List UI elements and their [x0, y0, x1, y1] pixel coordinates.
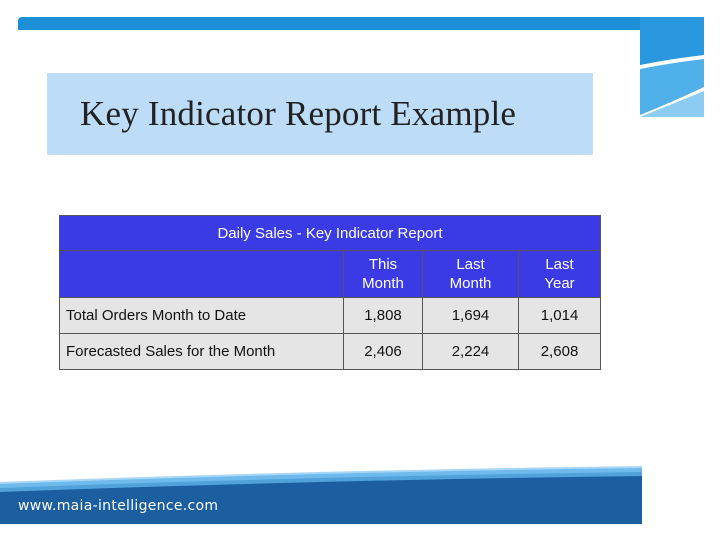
column-header-line: Last: [545, 256, 574, 273]
table-row: [60, 298, 601, 334]
corner-swoosh-decoration: [640, 17, 704, 117]
footer-website-url[interactable]: www.maia-intelligence.com: [18, 498, 219, 514]
table-row: [60, 334, 601, 370]
cell-this-month: 1,808: [344, 298, 423, 334]
cell-last-month: 2,224: [423, 334, 519, 370]
slide-title-box: [47, 73, 593, 155]
cell-last-year: 2,608: [519, 334, 601, 370]
footer-wave-band: [0, 462, 642, 524]
cell-last-month: 1,694: [423, 298, 519, 334]
cell-last-year: 1,014: [519, 298, 601, 334]
column-header-line: Month: [449, 275, 492, 292]
row-label: Total Orders Month to Date: [60, 298, 344, 334]
column-header-line: This: [368, 256, 398, 273]
row-label: Forecasted Sales for the Month: [60, 334, 344, 370]
column-header-line: Year: [544, 275, 575, 292]
top-accent-bar: [18, 17, 702, 30]
column-header-line: Last: [456, 256, 485, 273]
report-title: Daily Sales - Key Indicator Report: [60, 216, 601, 251]
column-header-this-month: [344, 251, 423, 298]
key-indicator-table: [59, 215, 601, 370]
column-header-last-month: [423, 251, 519, 298]
header-empty-cell: [60, 251, 344, 298]
column-header-last-year: [519, 251, 601, 298]
slide-title: Key Indicator Report Example: [80, 94, 517, 133]
column-header-line: Month: [362, 275, 404, 292]
cell-this-month: 2,406: [344, 334, 423, 370]
